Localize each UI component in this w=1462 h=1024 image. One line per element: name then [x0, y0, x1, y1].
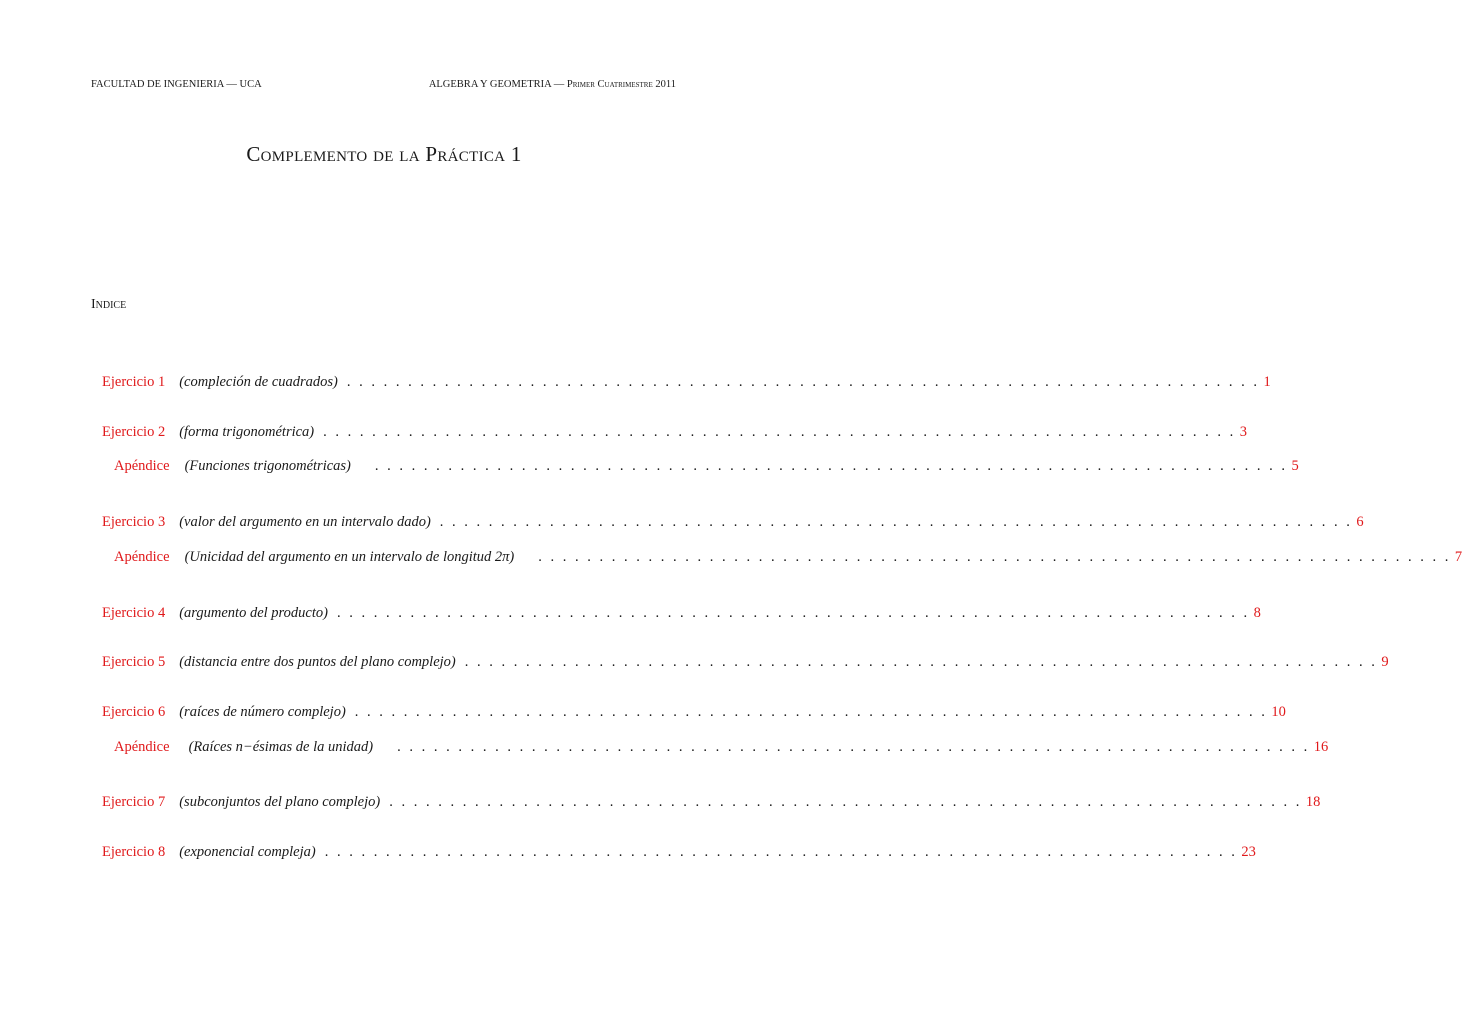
toc-entry-ejercicio-5[interactable] [102, 651, 1389, 673]
toc-entry-title: (distancia entre dos puntos del plano complejo) [179, 654, 456, 670]
toc-entry-label[interactable]: Ejercicio 4 [102, 605, 166, 621]
toc-entry-page[interactable]: 7 [1454, 549, 1462, 565]
header-left: FACULTAD DE INGENIERIA — UCA [91, 79, 262, 90]
toc-entry-page[interactable]: 16 [1313, 739, 1329, 755]
toc-entry-page[interactable]: 10 [1271, 704, 1286, 720]
toc-entry-label[interactable]: Ejercicio 2 [102, 424, 166, 440]
dot-leader: . . . . . . . . . . . . . . . . . . . . . . . . . . . . . . . . . . . . . . . . . . . . . . . . . . . . . . . . . . . . . . . . . . . . . . . . . . . [397, 739, 1310, 755]
dot-leader: . . . . . . . . . . . . . . . . . . . . . . . . . . . . . . . . . . . . . . . . . . . . . . . . . . . . . . . . . . . . . . . . . . . . . . . . . . . [354, 704, 1268, 720]
header-course: ALGEBRA Y GEOMETRIA — [428, 79, 567, 90]
toc-entry-title: (Funciones trigonométricas) [184, 458, 351, 474]
toc-entry-label[interactable]: Ejercicio 8 [102, 844, 166, 860]
dot-leader: . . . . . . . . . . . . . . . . . . . . . . . . . . . . . . . . . . . . . . . . . . . . . . . . . . . . . . . . . . . . . . . . . . . . . . . . . . . [374, 458, 1288, 474]
toc-entry-label[interactable]: Apéndice [114, 549, 170, 565]
dot-leader: . . . . . . . . . . . . . . . . . . . . . . . . . . . . . . . . . . . . . . . . . . . . . . . . . . . . . . . . . . . . . . . . . . . . . . . . . . . [324, 844, 1238, 860]
toc-entry-label[interactable]: Ejercicio 1 [102, 374, 166, 390]
toc-entry-page[interactable]: 6 [1356, 514, 1364, 530]
toc-entry-label[interactable]: Ejercicio 5 [102, 654, 166, 670]
toc-entry-page[interactable]: 5 [1291, 458, 1299, 474]
toc-entry-title: (valor del argumento en un intervalo dado) [179, 514, 431, 530]
toc-entry-title: (subconjuntos del plano complejo) [179, 794, 381, 810]
dot-leader: . . . . . . . . . . . . . . . . . . . . . . . . . . . . . . . . . . . . . . . . . . . . . . . . . . . . . . . . . . . . . . . . . . . . . . . . . . . [439, 514, 1353, 530]
dot-leader: . . . . . . . . . . . . . . . . . . . . . . . . . . . . . . . . . . . . . . . . . . . . . . . . . . . . . . . . . . . . . . . . . . . . . . . . . . . [336, 605, 1250, 621]
toc-entry-label[interactable]: Ejercicio 7 [102, 794, 166, 810]
header-term: Primer Cuatrimestre [566, 79, 653, 90]
toc-entry-label[interactable]: Apéndice [114, 739, 170, 755]
toc-entry-label[interactable]: Apéndice [114, 458, 170, 474]
dot-leader: . . . . . . . . . . . . . . . . . . . . . . . . . . . . . . . . . . . . . . . . . . . . . . . . . . . . . . . . . . . . . . . . . . . . . . . . . . . [538, 549, 1451, 565]
toc-entry-page[interactable]: 9 [1381, 654, 1389, 670]
toc-entry-ejercicio-3[interactable] [102, 511, 1364, 533]
toc-entry-title: (Raíces n−ésimas de la unidad) [188, 739, 374, 755]
toc-entry-apendice-raices[interactable] [114, 736, 1329, 758]
toc-entry-ejercicio-4[interactable] [102, 602, 1261, 624]
toc-entry-ejercicio-6[interactable] [102, 701, 1286, 723]
toc-entry-label[interactable]: Ejercicio 6 [102, 704, 166, 720]
toc-entry-title: (compleción de cuadrados) [179, 374, 338, 390]
toc-entry-title: (exponencial compleja) [179, 844, 316, 860]
toc-entry-title: (raíces de número complejo) [179, 704, 346, 720]
dot-leader: . . . . . . . . . . . . . . . . . . . . . . . . . . . . . . . . . . . . . . . . . . . . . . . . . . . . . . . . . . . . . . . . . . . . . . . . . . . [346, 374, 1260, 390]
dot-leader: . . . . . . . . . . . . . . . . . . . . . . . . . . . . . . . . . . . . . . . . . . . . . . . . . . . . . . . . . . . . . . . . . . . . . . . . . . . [323, 424, 1236, 440]
toc-entry-label[interactable]: Ejercicio 3 [102, 514, 166, 530]
toc-entry-title: (forma trigonométrica) [179, 424, 315, 440]
toc-entry-page[interactable]: 18 [1305, 794, 1321, 810]
toc-entry-page[interactable]: 1 [1263, 374, 1271, 390]
header-year: 2011 [652, 79, 676, 90]
toc-entry-title: (argumento del producto) [179, 605, 328, 621]
toc-entry-ejercicio-7[interactable] [102, 791, 1321, 813]
toc-entry-apendice-unicidad[interactable] [114, 546, 1462, 568]
toc-entry-title: (Unicidad del argumento en un intervalo de longitud 2π) [184, 549, 515, 565]
toc-entry-ejercicio-2[interactable] [102, 421, 1248, 443]
toc-entry-page[interactable]: 8 [1253, 605, 1261, 621]
toc-entry-ejercicio-8[interactable] [102, 841, 1256, 863]
dot-leader: . . . . . . . . . . . . . . . . . . . . . . . . . . . . . . . . . . . . . . . . . . . . . . . . . . . . . . . . . . . . . . . . . . . . . . . . . . . [464, 654, 1378, 670]
toc-entry-page[interactable]: 3 [1239, 424, 1248, 440]
dot-leader: . . . . . . . . . . . . . . . . . . . . . . . . . . . . . . . . . . . . . . . . . . . . . . . . . . . . . . . . . . . . . . . . . . . . . . . . . . . [389, 794, 1302, 810]
document-title: Complemento de la Práctica 1 [246, 142, 522, 166]
toc-entry-ejercicio-1[interactable] [102, 371, 1271, 393]
toc-entry-page[interactable]: 23 [1241, 844, 1256, 860]
index-heading: Indice [91, 297, 127, 312]
toc-entry-apendice-funciones[interactable] [114, 455, 1299, 477]
